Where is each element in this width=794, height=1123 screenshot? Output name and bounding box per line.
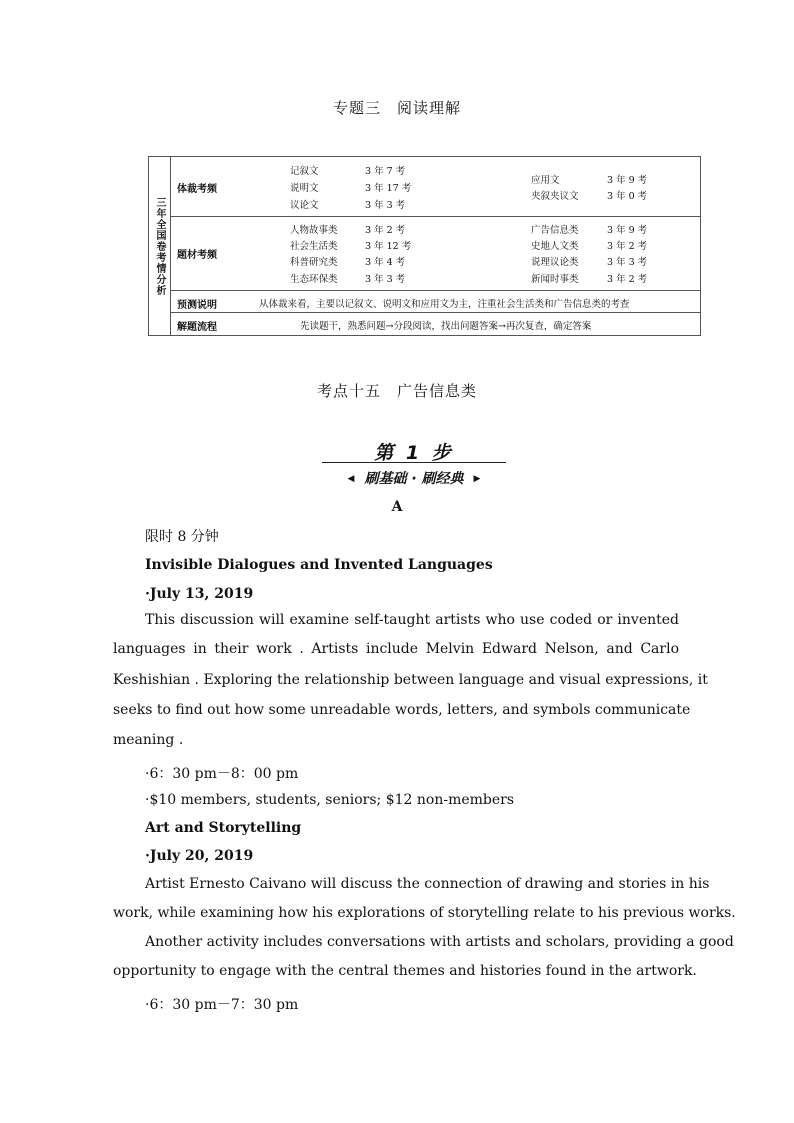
step-divider: [322, 462, 506, 463]
event-date: ·July 20, 2019: [145, 848, 254, 864]
topic-count: 3 年 2 考: [607, 274, 648, 285]
topic-name: 史地人文类: [531, 241, 579, 252]
event-time: ·6：30 pm－8：00 pm: [145, 766, 299, 782]
genre-name: 记叙文: [290, 166, 319, 177]
event-description-line: languages in their work . Artists include Melvin Edward Nelson, and Carlo: [113, 641, 679, 657]
genre-count: 3 年 9 考: [607, 175, 648, 186]
topic-count: 3 年 12 考: [365, 241, 412, 252]
genre-name: 议论文: [290, 200, 319, 211]
topic-count: 3 年 3 考: [365, 274, 406, 285]
prediction-row: [171, 291, 700, 313]
topic-label: 题材考频: [177, 250, 217, 261]
prediction-label: 预测说明: [177, 300, 217, 311]
step-subtitle: 刷基础 · 刷经典: [364, 471, 464, 487]
genre-label: 体裁考频: [177, 184, 217, 195]
event-title: Art and Storytelling: [145, 820, 302, 836]
event-price: ·$10 members, students, seniors; $12 non-members: [145, 792, 515, 808]
topic-name: 广告信息类: [531, 225, 579, 236]
genre-count: 3 年 17 考: [365, 183, 412, 194]
event-description-line: Artist Ernesto Caivano will discuss the connection of drawing and stories in his: [145, 876, 710, 892]
step-title: 第 1 步: [374, 442, 454, 464]
topic-count: 3 年 4 考: [365, 257, 406, 268]
event-description-line: Another activity includes conversations with artists and scholars, providing a good: [145, 934, 734, 950]
topic-name: 社会生活类: [290, 241, 338, 252]
event-description-line: This discussion will examine self-taught artists who use coded or invented: [145, 612, 679, 628]
event-title: Invisible Dialogues and Invented Languages: [145, 557, 493, 573]
event-description-line: Keshishian . Exploring the relationship between language and visual expressions, it: [113, 672, 708, 688]
exam-analysis-table: [148, 156, 701, 336]
section-title: 专题三 阅读理解: [332, 99, 461, 117]
genre-count: 3 年 3 考: [365, 200, 406, 211]
topic-name: 人物故事类: [290, 225, 338, 236]
time-limit: 限时 8 分钟: [145, 529, 219, 545]
left-arrow-icon: ◀: [347, 474, 355, 484]
passage-label: A: [391, 499, 403, 515]
topic-count: 3 年 3 考: [607, 257, 648, 268]
topic-name: 新闻时事类: [531, 274, 579, 285]
genre-count: 3 年 0 考: [607, 191, 648, 202]
event-date: ·July 13, 2019: [145, 586, 254, 602]
process-label: 解题流程: [177, 322, 217, 333]
topic-name: 说理议论类: [531, 257, 579, 268]
topic-count: 3 年 2 考: [607, 241, 648, 252]
event-description-line: work, while examining how his explorations of storytelling relate to his previous works.: [113, 905, 736, 921]
topic-count: 3 年 2 考: [365, 225, 406, 236]
step-banner: [322, 438, 506, 494]
process-text: 先读题干，熟悉问题→分段阅读，找出问题答案→再次复查，确定答案: [300, 321, 592, 332]
event-description-line: meaning .: [113, 732, 184, 748]
genre-count: 3 年 7 考: [365, 166, 406, 177]
step-subtitle-wrap: [322, 468, 506, 488]
process-row: [171, 313, 700, 335]
event-description-line: opportunity to engage with the central themes and histories found in the artwork.: [113, 963, 697, 979]
topic-name: 科普研究类: [290, 257, 338, 268]
table-vertical-header: 三年全国卷考情分析: [149, 157, 171, 335]
genre-name: 说明文: [290, 183, 319, 194]
genre-name: 应用文: [531, 175, 560, 186]
event-time: ·6：30 pm－7：30 pm: [145, 997, 299, 1013]
topic-count: 3 年 9 考: [607, 225, 648, 236]
right-arrow-icon: ▶: [473, 474, 481, 484]
prediction-text: 从体裁来看，主要以记叙文、说明文和应用文为主，注重社会生活类和广告信息类的考查: [259, 299, 630, 310]
genre-row: [171, 157, 700, 217]
event-description-line: seeks to find out how some unreadable words, letters, and symbols communicate: [113, 702, 691, 718]
topic-name: 生态环保类: [290, 274, 338, 285]
genre-name: 夹叙夹议文: [531, 191, 579, 202]
topic-title: 考点十五 广告信息类: [316, 382, 477, 400]
topic-row: [171, 217, 700, 291]
